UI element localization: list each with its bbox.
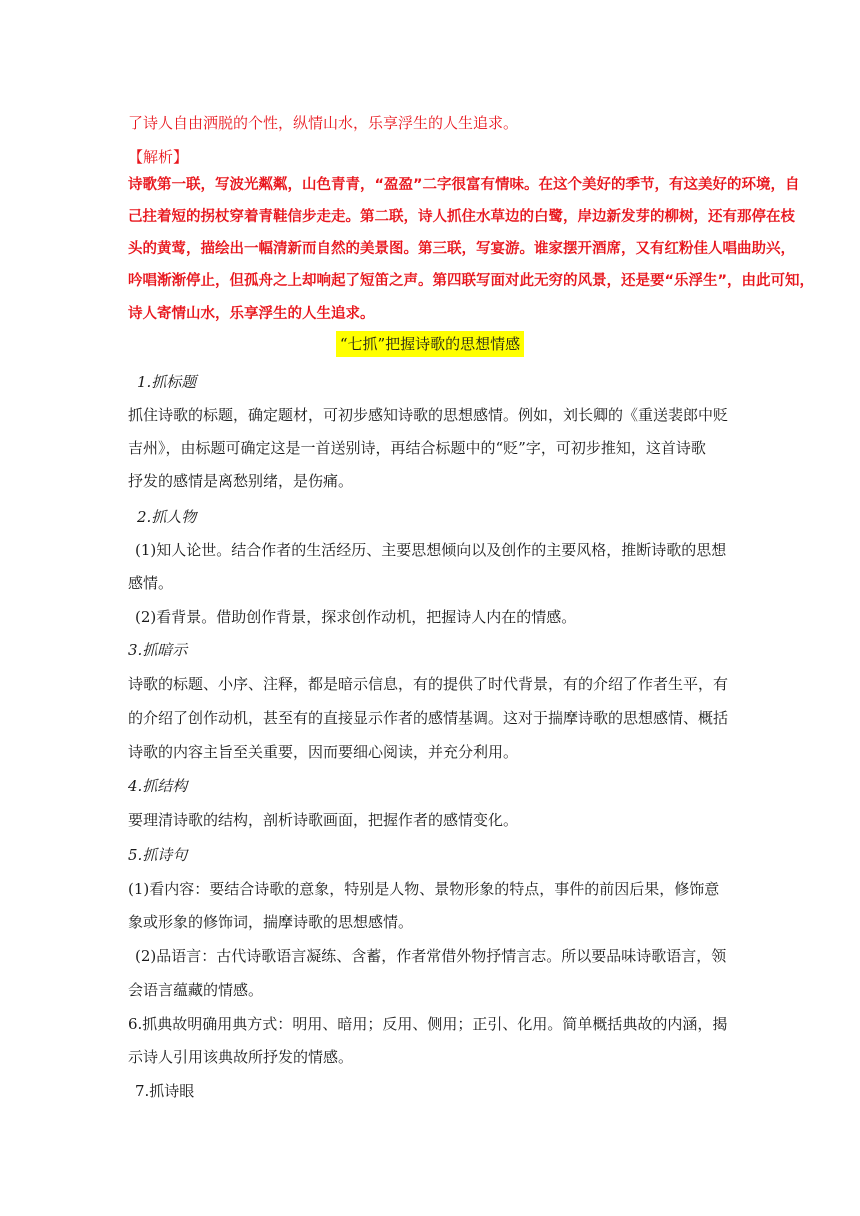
- s2-title: 2.抓人物: [137, 508, 197, 526]
- analysis-line: 吟唱渐渐停止，但孤舟之上却响起了短笛之声。第四联写面对此无穷的风景，还是要“乐浮生”，由此可知，: [128, 273, 815, 289]
- s6-line: 6.抓典故明确用典方式：明用、暗用；反用、侧用；正引、化用。简单概括典故的内涵，揭: [128, 1015, 728, 1033]
- s5-p1-line: 象或形象的修饰词，揣摩诗歌的思想感情。: [128, 913, 414, 931]
- s3-line: 诗歌的标题、小序、注释，都是暗示信息，有的提供了时代背景，有的介绍了作者生平，有: [128, 675, 729, 693]
- analysis-line: 诗人寄情山水，乐享浮生的人生追求。: [128, 306, 375, 322]
- heading-wrap: [0, 331, 860, 357]
- s3-line: 诗歌的内容主旨至关重要，因而要细心阅读，并充分利用。: [128, 743, 519, 761]
- analysis-label: 【解析】: [128, 148, 189, 166]
- s2-p1-line: 感情。: [128, 574, 174, 592]
- s3-line: 的介绍了创作动机，甚至有的直接显示作者的感情基调。这对于揣摩诗歌的思想感情、概括: [128, 709, 729, 727]
- s5-p1-line: (1)看内容：要结合诗歌的意象，特别是人物、景物形象的特点，事件的前因后果，修饰意: [128, 880, 720, 898]
- s3-title: 3.抓暗示: [128, 641, 188, 659]
- analysis-line: 己拄着短的拐杖穿着青鞋信步走走。第二联，诗人抓住水草边的白鹭，岸边新发芽的柳树，还有那停在枝: [128, 209, 795, 225]
- s5-p2-line: (2)品语言：古代诗歌语言凝练、含蓄，作者常借外物抒情言志。所以要品味诗歌语言，领: [135, 947, 727, 965]
- s1-line: 抒发的感情是离愁别绪，是伤痛。: [128, 472, 354, 490]
- analysis-line: 头的黄莺，描绘出一幅清新而自然的美景图。第三联，写宴游。谁家摆开酒席，又有红粉佳人唱曲助兴，: [128, 241, 795, 257]
- s6-line: 示诗人引用该典故所抒发的情感。: [128, 1048, 354, 1066]
- intro-line: 了诗人自由洒脱的个性，纵情山水，乐享浮生的人生追求。: [128, 114, 519, 132]
- s2-p2: (2)看背景。借助创作背景，探求创作动机，把握诗人内在的情感。: [135, 608, 577, 626]
- s5-p2-line: 会语言蕴藏的情感。: [128, 981, 264, 999]
- s7-title: 7.抓诗眼: [135, 1082, 195, 1100]
- s1-line: 吉州》，由标题可确定这是一首送别诗，再结合标题中的“贬”字，可初步推知，这首诗歌: [128, 439, 706, 457]
- s2-p1-line: (1)知人论世。结合作者的生活经历、主要思想倾向以及创作的主要风格，推断诗歌的思想: [135, 541, 727, 559]
- s4-title: 4.抓结构: [128, 777, 188, 795]
- s5-title: 5.抓诗句: [128, 846, 188, 864]
- section-heading: “七抓”把握诗歌的思想情感: [336, 331, 524, 357]
- analysis-line: 诗歌第一联，写波光粼粼，山色青青，“盈盈”二字很富有情味。在这个美好的季节，有这美好的环境，自: [128, 177, 800, 193]
- s1-line: 抓住诗歌的标题，确定题材，可初步感知诗歌的思想感情。例如，刘长卿的《重送裴郎中贬: [128, 406, 729, 424]
- s1-title: 1.抓标题: [137, 373, 197, 391]
- s4-text: 要理清诗歌的结构，剖析诗歌画面，把握作者的感情变化。: [128, 811, 519, 829]
